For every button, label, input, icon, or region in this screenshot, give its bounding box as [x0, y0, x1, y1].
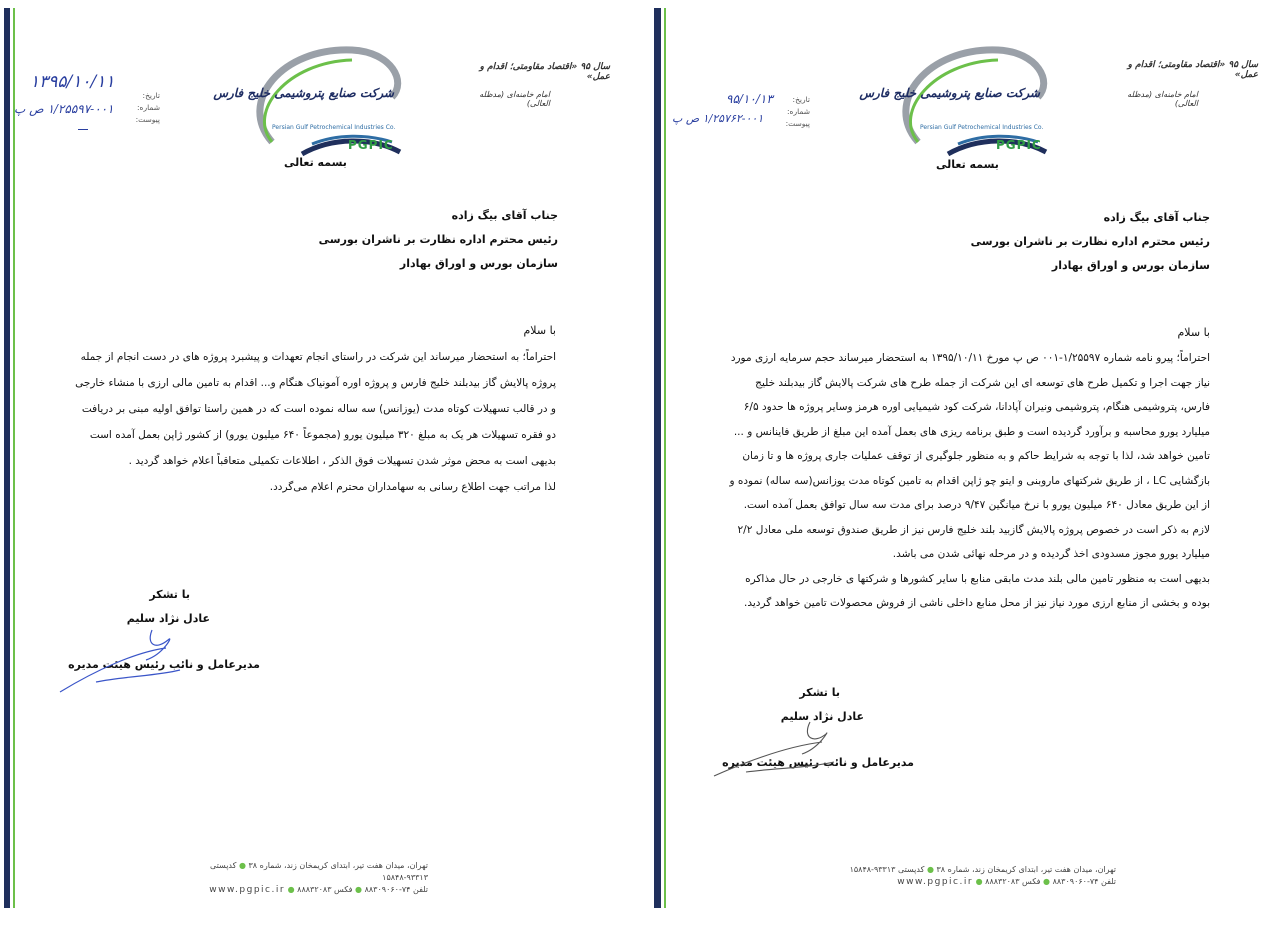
- body-paragraph: بدیهی است به منظور تامین مالی بلند مدت مابقی منابع با سایر کشورها و شرکتها ی خارجی در حال مذاکره بوده و بخشی از منابع ارزی مورد نیاز نیز از محل منابع داخلی ناشی از فروش محصولات تامین خواهد گردید.: [744, 572, 1210, 609]
- footer: تهران، میدان هفت تیر، ابتدای کریمخان زند، شماره ۳۸ ● کدپستی ۹۳۳۱۳-۱۵۸۴۸ تلفن ۷۴-۸۸۳۰۹۰۶۰ ● فکس ۸۸۸۳۲۰۸۳ ● www.pgpic.ir: [209, 861, 428, 895]
- greeting: با سلام: [1177, 326, 1210, 339]
- body-paragraph: لذا مراتب جهت اطلاع رسانی به سهامداران محترم اعلام می‌گردد.: [269, 481, 556, 493]
- year-motto-source: امام خامنه‌ای (مدظله العالی): [1127, 90, 1198, 108]
- handwritten-date: ۱۳۹۵/۱۰/۱۱: [30, 72, 115, 92]
- logo-abbreviation: PGPIC: [996, 138, 1042, 152]
- right-border-navy: [654, 8, 661, 908]
- addressee-block: [950, 206, 1210, 278]
- signature-icon: [710, 716, 840, 780]
- year-motto: سال ۹۵ «اقتصاد مقاومتی؛ اقدام و عمل»: [1127, 60, 1258, 80]
- signer-name: عادل نژاد سلیم: [126, 612, 210, 625]
- footer-address: تهران، میدان هفت تیر، ابتدای کریمخان زند، شماره ۳۸: [936, 865, 1116, 874]
- handwritten-date: ۹۵/۱۰/۱۳: [726, 92, 773, 106]
- meta-number-label: شماره:: [137, 103, 160, 112]
- addressee-name: جناب آقای بیگ زاده: [1103, 211, 1210, 224]
- footer-phone: تلفن ۷۴-۸۸۳۰۹۰۶۰: [364, 885, 428, 894]
- addressee-block: [300, 204, 558, 276]
- year-motto: سال ۹۵ «اقتصاد مقاومتی؛ اقدام و عمل»: [479, 62, 610, 82]
- logo-abbreviation: PGPIC: [348, 138, 394, 152]
- handwritten-number: ۱/۲۵۷۶۲-۰۰۱ ص پ: [672, 112, 764, 125]
- footer-fax: فکس ۸۸۸۳۲۰۸۳: [985, 877, 1041, 886]
- right-border-green: [664, 8, 666, 908]
- letter-body: [70, 344, 556, 500]
- footer-website-link[interactable]: www.pgpic.ir: [897, 877, 974, 887]
- logo-company-name: شرکت صنایع پتروشیمی خلیج فارس: [213, 86, 394, 100]
- body-paragraph: احتراماً؛ پیرو نامه شماره ۱/۲۵۵۹۷-۰۰۱ ص پ مورخ ۱۳۹۵/۱۰/۱۱ به استحضار میرساند حجم سرمایه ارزی مورد نیاز جهت اجرا و تکمیل طرح های توسعه ای این شرکت از جمله طرح های شرکت پالایش گاز بیدبلند خلیج فارس، پتروشیمی هنگام، پتروشیمی ونیران آپادانا، شرکت کود شیمیایی اوره هرمز وسایر پروژه ها حدود ۶/۵ میلیارد یورو محاسبه و برآورد گردیده است و طبق برنامه ریزی های بعمل آمده این مبلغ از طریق فاینانس و ... تامین خواهد شد، لذا با توجه به شرایط حاکم و به منظور جلوگیری از توقف عملیات جاری پروژه ها و تا زمان بازگشایی LC ، از طریق شرکتهای ماروبنی و ایتو چو ژاپن اقدام به تامین کوتاه مدت یوزانس(سه ساله) نموده و از این طریق معادل ۶۴۰ میلیون یورو با نرخ میانگین ۹/۴۷ درصد برای مدت سه سال توافق بعمل آمده است. لازم به ذکر است در خصوص پروژه پالایش گازبید بلند خلیج فارس نیز از طریق صندوق توسعه ملی معادل ۲/۲ میلیارد یورو مجوز مسدودی اخذ گردیده و در مرحله نهائی شدن می باشد.: [729, 352, 1210, 560]
- bismillah-heading: بسمه تعالی: [284, 156, 347, 169]
- addressee-organization: سازمان بورس و اوراق بهادار: [1051, 259, 1210, 272]
- greeting: با سلام: [523, 324, 556, 337]
- meta-attachment-label: پیوست:: [785, 119, 810, 128]
- signature-icon: [56, 620, 186, 696]
- body-paragraph: احتراماً؛ به استحضار میرساند این شرکت در راستای انجام تعهدات و پیشبرد پروژه های در دست انجام از جمله پروژه پالایش گاز بیدبلند خلیج فارس و پروژه اوره آمونیاک هنگام و... اقدام به تامین مالی ارزی با منشاء خارجی و در قالب تسهیلات کوتاه مدت (یوزانس) سه ساله نموده است که در همین راستا توافق اولیه مبنی بر دریافت دو فقره تسهیلات هر یک به مبلغ ۳۲۰ میلیون یورو (مجموعاً ۶۴۰ میلیون یورو) از کشور ژاپن بعمل آمده است بدیهی است به محض موثر شدن تسهیلات فوق الذکر ، اطلاعات تکمیلی متعاقباً اعلام خواهد گردید .: [75, 351, 556, 467]
- footer-fax: فکس ۸۸۸۳۲۰۸۳: [297, 885, 353, 894]
- meta-date-label: تاریخ:: [792, 95, 810, 104]
- addressee-name: جناب آقای بیگ زاده: [451, 209, 558, 222]
- footer-phone: تلفن ۷۴-۸۸۳۰۹۰۶۰: [1052, 877, 1116, 886]
- meta-labels: [786, 94, 810, 130]
- addressee-organization: سازمان بورس و اوراق بهادار: [399, 257, 558, 270]
- logo-company-name-en: Persian Gulf Petrochemical Industries Co.: [272, 124, 396, 131]
- meta-attachment-label: پیوست:: [135, 115, 160, 124]
- handwritten-underline: [78, 129, 88, 130]
- meta-number-label: شماره:: [787, 107, 810, 116]
- closing: با تشکر: [799, 686, 840, 699]
- signer-title: مدیرعامل و نائب رئیس هیئت مدیره: [722, 756, 914, 769]
- addressee-title: رئیس محترم اداره نظارت بر ناشران بورسی: [318, 233, 558, 246]
- letter-page-left: [0, 8, 632, 908]
- left-border-green: [13, 8, 15, 908]
- bismillah-heading: بسمه تعالی: [936, 158, 999, 171]
- footer-website-link[interactable]: www.pgpic.ir: [209, 885, 286, 895]
- footer: تهران، میدان هفت تیر، ابتدای کریمخان زند، شماره ۳۸ ● کدپستی ۹۳۳۱۳-۱۵۸۴۸ تلفن ۷۴-۸۸۳۰۹۰۶۰ ● فکس ۸۸۸۳۲۰۸۳ ● www.pgpic.ir: [849, 865, 1116, 887]
- meta-date-label: تاریخ:: [142, 91, 160, 100]
- year-motto-source: امام خامنه‌ای (مدظله العالی): [479, 90, 550, 108]
- addressee-title: رئیس محترم اداره نظارت بر ناشران بورسی: [970, 235, 1210, 248]
- signer-title: مدیرعامل و نائب رئیس هیئت مدیره: [68, 658, 260, 671]
- footer-postal-code: کدپستی ۹۳۳۱۳-۱۵۸۴۸: [209, 861, 428, 882]
- letter-page-right: [644, 8, 1280, 908]
- handwritten-number: ۱/۲۵۵۹۷-۰۰۱ ص پ: [14, 102, 114, 116]
- logo-company-name: شرکت صنایع پتروشیمی خلیج فارس: [859, 86, 1040, 100]
- left-border-navy: [4, 8, 10, 908]
- letter-body: [724, 346, 1210, 616]
- footer-postal-code: کدپستی ۹۳۳۱۳-۱۵۸۴۸: [849, 865, 925, 874]
- footer-address: تهران، میدان هفت تیر، ابتدای کریمخان زند، شماره ۳۸: [248, 861, 428, 870]
- closing: با تشکر: [149, 588, 190, 601]
- signer-name: عادل نژاد سلیم: [780, 710, 864, 723]
- meta-labels: [136, 90, 160, 126]
- logo-company-name-en: Persian Gulf Petrochemical Industries Co.: [920, 124, 1044, 131]
